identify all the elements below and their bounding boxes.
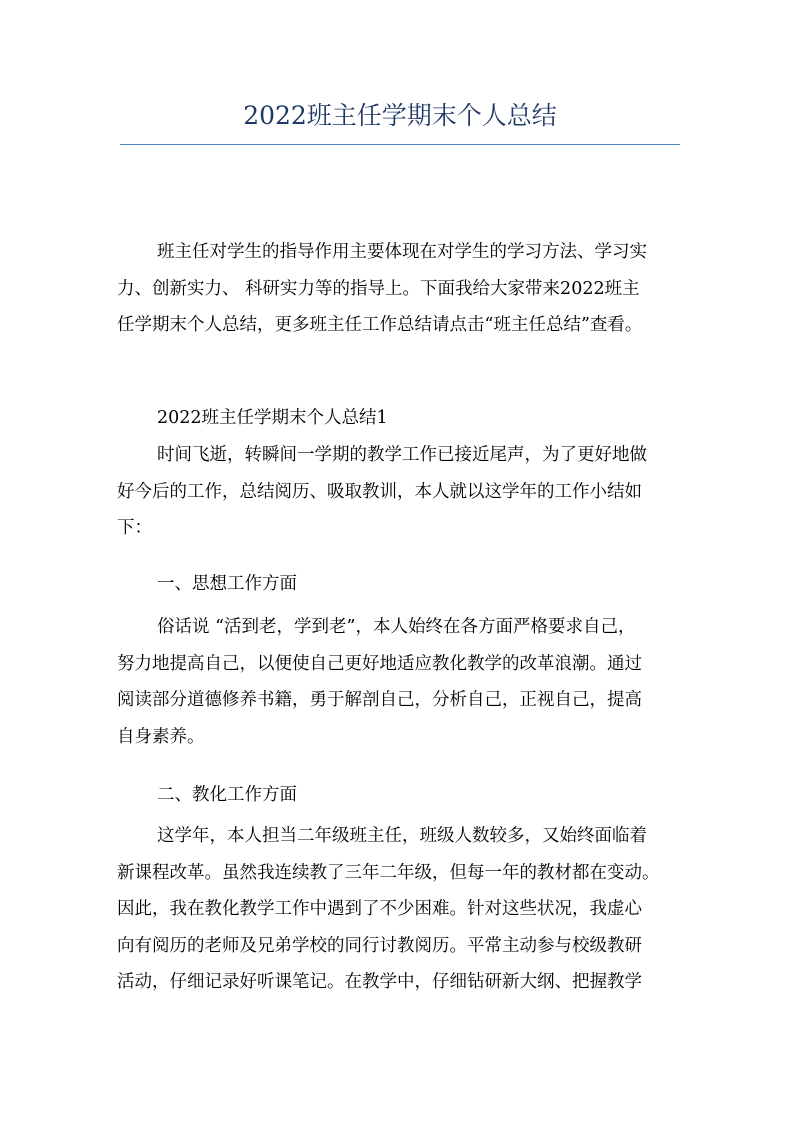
paragraph-line: 时间飞逝，转瞬间一学期的教学工作已接近尾声，为了更好地做 — [157, 445, 647, 465]
intro-line: 力、创新实力、 科研实力等的指导上。下面我给大家带来2022班主 — [117, 278, 640, 299]
paragraph-line: 活动，仔细记录好听课笔记。在教学中，仔细钻研新大纲、把握教学 — [117, 972, 642, 993]
paragraph-line: 向有阅历的老师及兄弟学校的同行讨教阅历。平常主动参与校级教研 — [117, 935, 642, 956]
paragraph-1 — [117, 437, 683, 547]
paragraph-line: 俗话说 “活到老，学到老”，本人始终在各方面严格要求自己， — [157, 617, 636, 637]
paragraph-line: 这学年，本人担当二年级班主任，班级人数较多，又始终面临着 — [157, 826, 647, 846]
intro-line: 班主任对学生的指导作用主要体现在对学生的学习方法、学习实 — [157, 242, 647, 262]
paragraph-line: 自身素养。 — [117, 726, 205, 747]
paragraph-line: 阅读部分道德修养书籍，勇于解剖自己，分析自己，正视自己，提高 — [117, 690, 642, 711]
heading-text: 一、思想工作方面 — [157, 574, 297, 594]
paragraph-line: 因此，我在教化教学工作中遇到了不少困难。针对这些状况，我虚心 — [117, 899, 642, 920]
paragraph-line: 下： — [117, 518, 152, 539]
heading-2 — [117, 777, 683, 814]
intro-line: 任学期末个人总结，更多班主任工作总结请点击“班主任总结”查看。 — [117, 315, 643, 336]
paragraph-3 — [117, 818, 683, 1001]
paragraph-line: 好今后的工作，总结阅历、吸取教训，本人就以这学年的工作小结如 — [117, 481, 642, 502]
title-underline — [120, 144, 680, 145]
heading-text: 二、教化工作方面 — [157, 785, 297, 805]
intro-paragraph — [117, 234, 683, 344]
heading-1 — [117, 566, 683, 603]
section-heading — [117, 400, 683, 437]
paragraph-2 — [117, 609, 683, 755]
document-title: 2022班主任学期末个人总结 — [243, 101, 557, 130]
section-heading-text: 2022班主任学期末个人总结1 — [157, 408, 388, 428]
paragraph-line: 努力地提高自己，以便使自己更好地适应教化教学的改革浪潮。通过 — [117, 653, 642, 674]
paragraph-line: 新课程改革。虽然我连续教了三年二年级，但每一年的教材都在变动。 — [117, 862, 660, 883]
